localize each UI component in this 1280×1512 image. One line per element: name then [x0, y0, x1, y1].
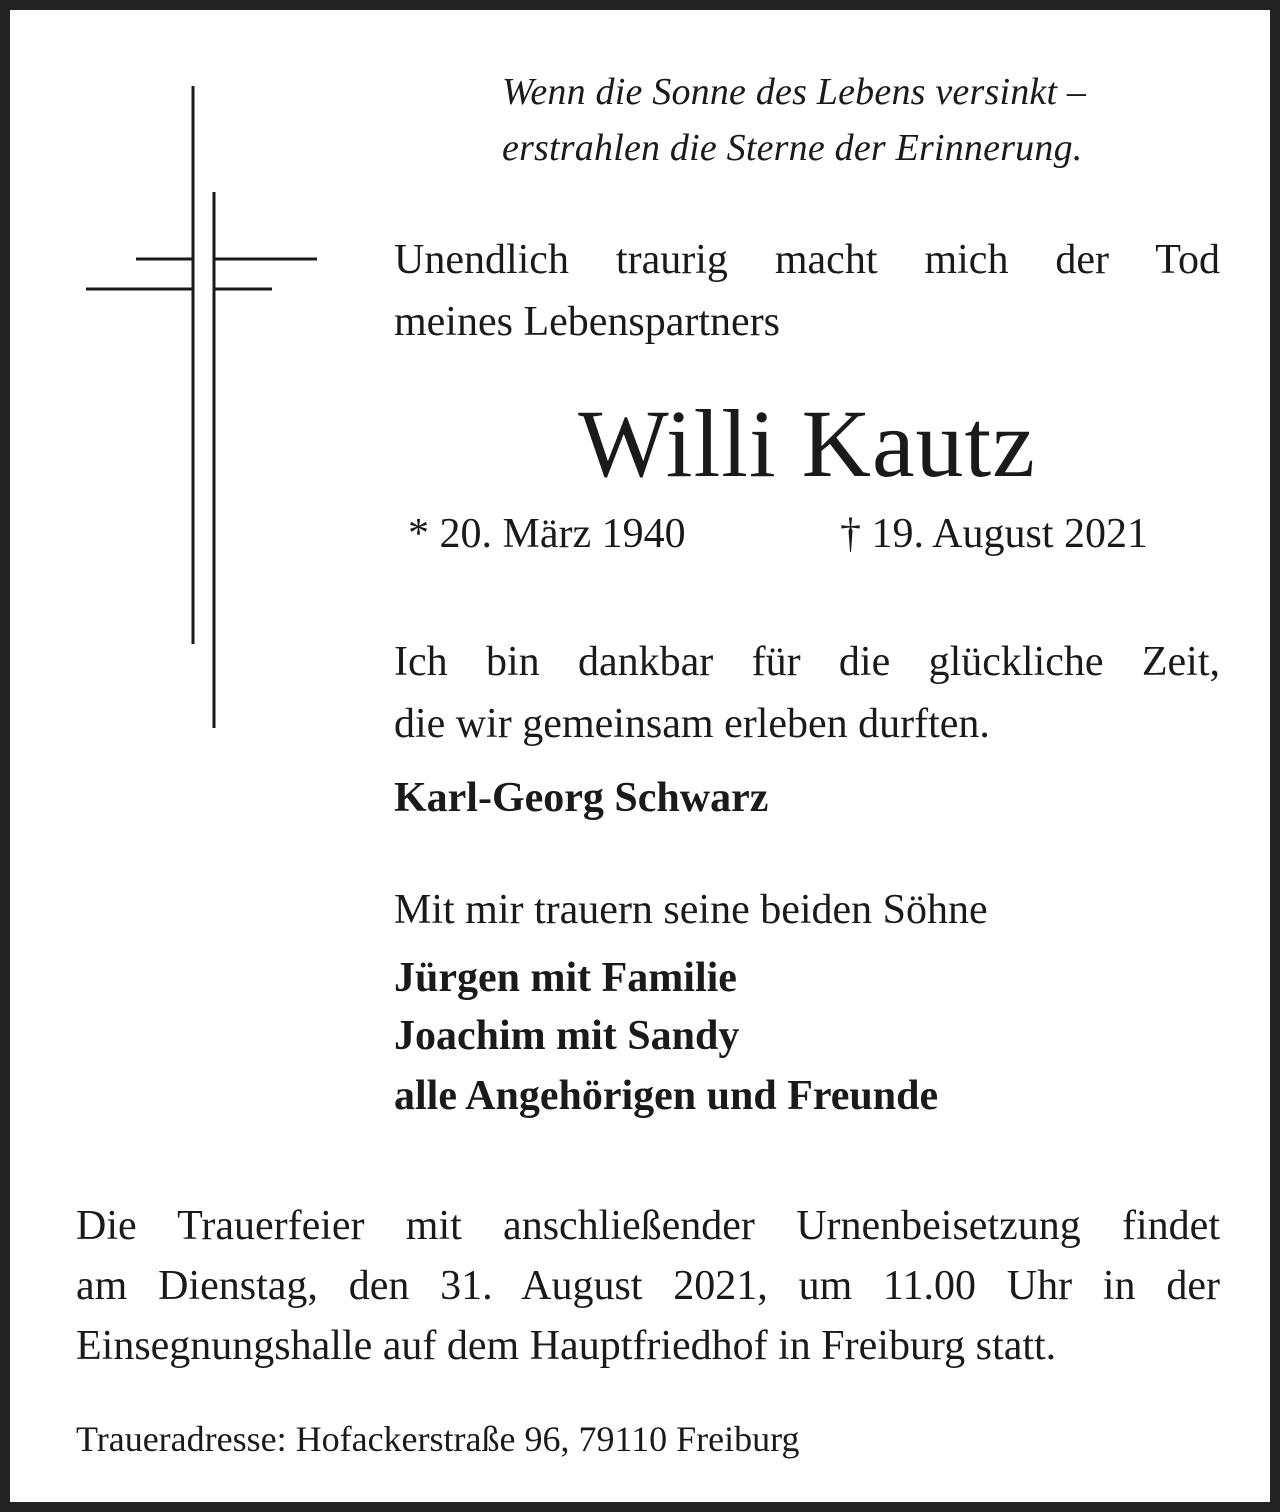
- mourning-address: Traueradresse: Hofackerstraße 96, 79110 Freiburg: [76, 1419, 800, 1459]
- intro-line-2: meines Lebenspartners: [394, 299, 781, 345]
- death-date: † 19. August 2021: [840, 511, 1149, 557]
- ceremony-line-3: Einsegnungshalle auf dem Hauptfriedhof in Freiburg statt.: [76, 1323, 1057, 1369]
- gratitude-line-2: die wir gemeinsam erleben durften.: [394, 701, 990, 747]
- ceremony-line-1: Die Trauerfeier mit anschließender Urnenbeisetzung findet: [76, 1203, 1220, 1249]
- mourner-name: alle Angehörigen und Freunde: [394, 1073, 939, 1119]
- birth-date: * 20. März 1940: [408, 511, 686, 557]
- motto-line-1: Wenn die Sonne des Lebens versinkt –: [502, 71, 1087, 113]
- mourners-intro: Mit mir trauern seine beiden Söhne: [394, 887, 988, 933]
- mourner-name: Joachim mit Sandy: [394, 1013, 740, 1059]
- cross-icon: [76, 76, 326, 736]
- motto-line-2: erstrahlen die Sterne der Erinnerung.: [502, 127, 1083, 169]
- partner-name: Karl-Georg Schwarz: [394, 775, 769, 821]
- ceremony-line-2: am Dienstag, den 31. August 2021, um 11.00 Uhr in der: [76, 1263, 1220, 1309]
- mourner-name: Jürgen mit Familie: [394, 955, 737, 1001]
- intro-line-1: Unendlich traurig macht mich der Tod: [394, 237, 1220, 283]
- gratitude-line-1: Ich bin dankbar für die glückliche Zeit,: [394, 639, 1220, 685]
- deceased-name: Willi Kautz: [578, 390, 1036, 497]
